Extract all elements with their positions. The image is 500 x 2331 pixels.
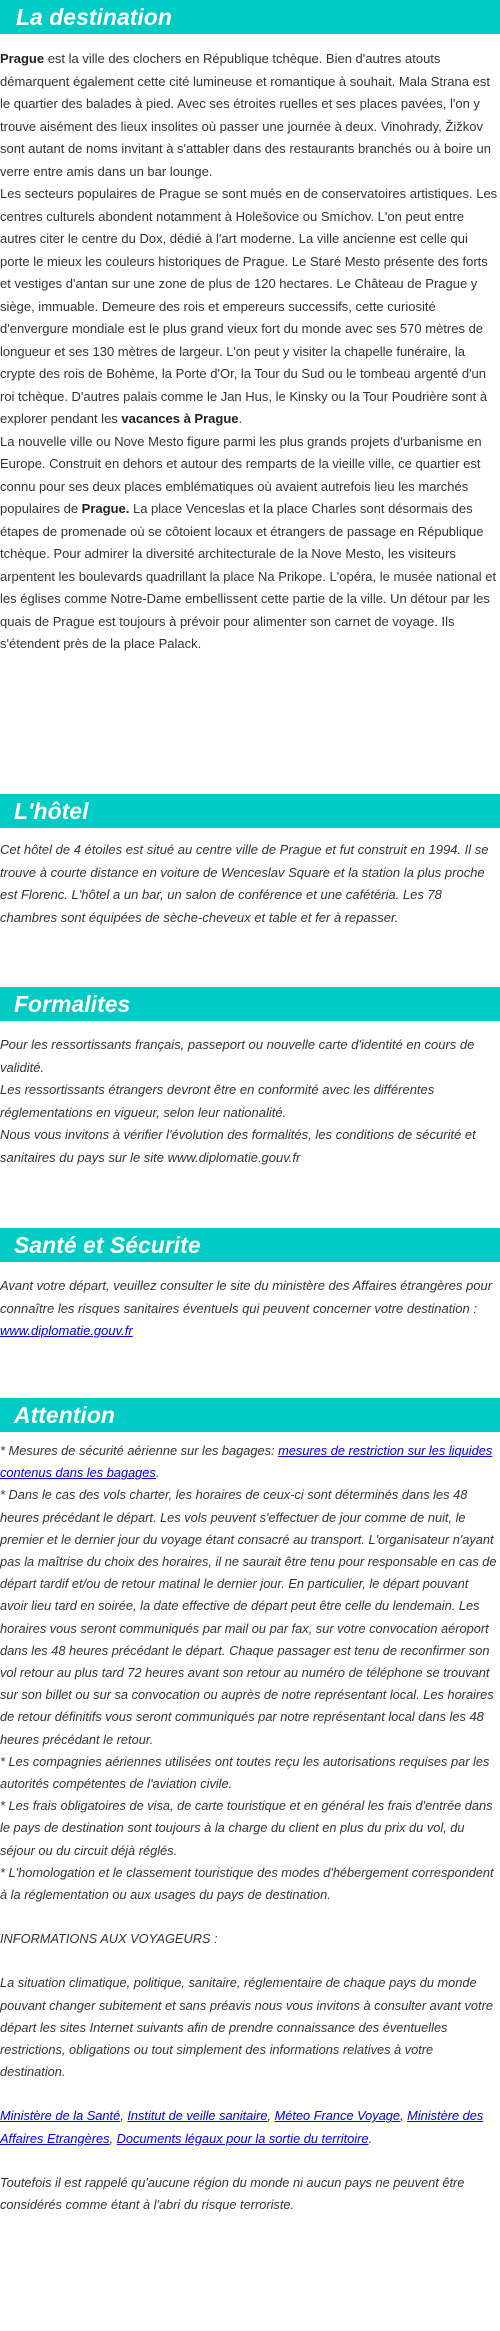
institut-veille-sanitaire-link[interactable]: Institut de veille sanitaire [127,2108,268,2124]
hotel-description: Cet hôtel de 4 étoiles est situé au centre ville de Prague et fut construit en 1994. Il se trouve à courte distance en voiture de Wenceslav Square et la station la plus proche est Florenc. L'hôtel a un bar, un salon de conférence et une cafétéria. Les 78 chambres sont équipées de sèche-cheveux et table et fer à repasser. [0,842,489,925]
destination-bold-prague-2: Prague. [81,501,130,516]
diplomatie-link[interactable]: www.diplomatie.gouv.fr [0,1323,133,1338]
formalites-line-2: Les ressortissants étrangers devront être en conformité avec les différentes réglementations en vigueur, selon leur nationalité. [0,1082,435,1120]
attention-bullet-compagnies: * Les compagnies aériennes utilisées ont toutes reçu les autorisations requises par les autorités compétentes de l'aviation civile. [0,1753,490,1792]
section-destination [0,0,500,656]
section-formalites [0,987,500,1169]
section-title-formalites: Formalites [0,987,500,1021]
section-attention [0,1398,500,2216]
destination-bold-prague: Prague [0,51,45,66]
destination-paragraph-2: Les secteurs populaires de Prague se sont mués en de conservatoires artistiques. Les centres culturels abondent notamment à Holešovice ou Smíchov. L'on peut entre autres citer le centre du Dox, dédié à l'art moderne. La ville ancienne est celle qui porte le mieux les couleurs historiques de Prague. Le Staré Mesto présente des forts et vestiges d'antan sur une zone de plus de 120 hectares. Le Château de Prague y siège, immuable. Demeure des rois et empereurs successifs, cette curiosité d'envergure mondiale est le plus grand vieux fort du monde avec ses 570 mètres de longueur et ses 130 mètres de largeur. L'on peut y visiter la chapelle funéraire, la crypte des rois de Bohème, la Porte d'Or, la Tour du Sud ou le tombeau argenté d'un roi tchèque. D'autres palais comme le Jan Hus, le Kinsky ou la Tour Poudrière sont à explorer pendant les vacances à Prague. [0,186,498,426]
section-sante [0,1228,500,1343]
formalites-line-1: Pour les ressortissants français, passeport ou nouvelle carte d'identité en cours de validité. [0,1037,475,1075]
destination-paragraph-3: La nouvelle ville ou Nove Mesto figure parmi les plus grands projets d'urbanisme en Europe. Construit en dehors et autour des remparts de la vieille ville, ce quartier est connu pour ses deux places emblématiques où avaient autrefois lieu les marchés populaires de Prague. La place Venceslas et la place Charles sont désormais des étapes de promenade où se côtoient locaux et étrangers de passage en République tchèque. Pour admirer la diversité architecturale de la Nove Mesto, les visiteurs arpentent les boulevards quadrillant la place Na Prikope. L'opéra, le musée national et les églises comme Notre-Dame embellissent cette partie de la ville. Un détour par les quais de Prague est toujours à prévoir pour alimenter son carnet de voyage. Ils s'étendent près de la place Palack. [0,433,497,651]
terrorism-warning: Toutefois il est rappelé qu'aucune région du monde ni aucun pays ne peuvent être considérés comme étant à l'abri du risque terroriste. [0,2174,465,2213]
attention-bullet-frais: * Les frais obligatoires de visa, de carte touristique et en général les frais d'entrée dans le pays de destination sont toujours à la charge du client en plus du prix du vol, du séjour ou du circuit déjà réglés. [0,1798,493,1858]
sante-text: Avant votre départ, veuillez consulter le site du ministère des Affaires étrangères pour connaître les risques sanitaires éventuels qui peuvent concerner votre destination : www.diplomatie.gouv.fr [0,1278,493,1338]
attention-bullet-charter: * Dans le cas des vols charter, les horaires de ceux-ci sont déterminés dans les 48 heures précédant le départ. Les vols peuvent s'effectuer de jour comme de nuit, le premier et le dernier jour du voyage étant consacré au transport. L'organisateur n'ayant pas la maîtrise du choix des horaires, il ne saurait être tenu pour responsable en cas de départ tardif et/ou de retour matinal le dernier jour. En particulier, le départ pouvant avoir lieu tard en soirée, la date effective de départ peut être celle du lendemain. Les horaires vous seront communiqués par mail ou par fax, sur votre convocation aéroport dans les 48 heures précédant le départ. Chaque passager est tenu de reconfirmer son vol retour au plus tard 72 heures avant son retour au numéro de téléphone se trouvant sur son billet ou sur sa convocation ou auprès de notre représentant local. Les horaires de retour définitifs vous seront communiqués par notre représentant local dans les 48 heures précédant le retour. [0,1487,497,1747]
formalites-line-3: Nous vous invitons à vérifier l'évolution des formalités, les conditions de sécurité et sanitaires du pays sur le site www.diplomatie.gouv.fr [0,1127,476,1165]
useful-links: Ministère de la Santé, Institut de veille sanitaire, Méteo France Voyage, Ministère des Affaires Etrangères, Documents légaux pour la sortie du territoire. [0,2108,484,2146]
destination-bold-vacances: vacances à Prague [121,411,239,426]
destination-paragraph-1: Prague est la ville des clochers en République tchèque. Bien d'autres atouts démarquent également cette cité lumineuse et romantique à souhait. Mala Strana est le quartier des balades à pied. Avec ses étroites ruelles et ses places pavées, l'on y trouve aisément des lieux insolites où passer une journée à deux. Vinohrady, Žižkov sont autant de noms invitant à s'attabler dans des restaurants branchés ou à boire un verre entre amis dans un bar lounge. [0,51,492,179]
documents-legaux-link[interactable]: Documents légaux pour la sortie du territoire [116,2130,369,2146]
attention-bullet-bagages: * Mesures de sécurité aérienne sur les bagages: mesures de restriction sur les liquides contenus dans les bagages. [0,1443,493,1481]
ministere-affaires-etrangeres-link[interactable]: Ministère des Affaires Etrangères [0,2108,484,2146]
section-hotel [0,794,500,929]
meteo-france-voyage-link[interactable]: Méteo France Voyage [274,2108,401,2124]
section-title-attention: Attention [0,1398,500,1432]
informations-voyageurs-text: La situation climatique, politique, sanitaire, réglementaire de chaque pays du monde pouvant changer subitement et sans préavis nous vous invitons à consulter avant votre départ les sites Internet suivants afin de prendre connaissance des éventuelles restrictions, obligations ou tout simplement des informations relatives à votre destination. [0,1975,493,2080]
section-title-sante: Santé et Sécurite [0,1228,500,1262]
section-title-destination: La destination [0,0,500,34]
liquides-restriction-link[interactable]: mesures de restriction sur les liquides contenus dans les bagages [0,1443,493,1481]
informations-voyageurs-heading: INFORMATIONS AUX VOYAGEURS : [0,1931,218,1947]
ministere-sante-link[interactable]: Ministère de la Santé [0,2108,121,2124]
attention-bullet-homologation: * L'homologation et le classement touristique des modes d'hébergement correspondent à la réglementation ou aux usages du pays de destination. [0,1864,494,1903]
section-title-hotel: L'hôtel [0,794,500,828]
